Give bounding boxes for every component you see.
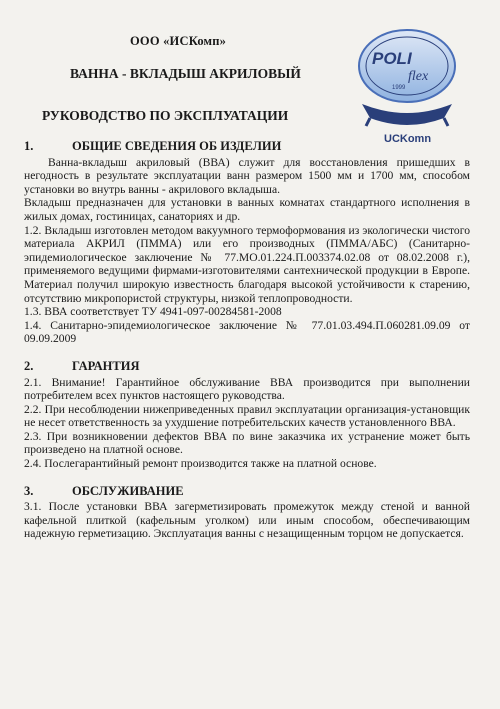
paragraph: 2.2. При несоблюдении нижеприведенных правил эксплуатации организация-установщик не несет ответственность за ухудшение потребительских качеств установленного ВВА. [24, 402, 470, 430]
paragraph: 1.4. Санитарно-эпидемиологическое заключение № 77.01.03.494.П.060281.09.09 от 09.09.2009 [24, 318, 470, 346]
logo-brand-top: POLI [372, 49, 412, 68]
product-title: ВАННА - ВКЛАДЫШ АКРИЛОВЫЙ [70, 66, 301, 81]
logo-brand-bottom: UCKomn [384, 133, 432, 145]
paragraph: 2.3. При возникновении дефектов ВВА по вине заказчика их устранение может быть произведено на платной основе. [24, 429, 470, 457]
logo-year: 1999 [392, 85, 406, 91]
paragraph: 1.3. ВВА соответствует ТУ 4941-097-00284581-2008 [24, 305, 282, 319]
paragraph: Ванна-вкладыш акриловый (ВВА) служит для восстановления пришедших в негодность в результате эксплуатации ванн размером 1500 мм и 1700 мм, способом установки во внутрь ванны - акрилового вкладыша. [24, 155, 470, 196]
section-heading-2: 2. ГАРАНТИЯ [24, 358, 140, 373]
company-name: ООО «ИСКомп» [130, 34, 227, 48]
paragraph: 2.1. Внимание! Гарантийное обслуживание ВВА производится при выполнении потребителем всех пунктов настоящего руководства. [24, 375, 470, 403]
paragraph: 1.2. Вкладыш изготовлен методом вакуумного термоформования из экологически чистого материала АКРИЛ (ПММА) или его производных (ПММА/АБС) (Санитарно-эпидемиологическое заключение № 77.МО.01.224.П.003374.02.08 от 08.02.2008 г.), применяемого ведущими фирмами-изготовителями сантехнической продукции в Европе. Материал получил широкую известность благодаря высокой устойчивости к старению, отсутствию микропористой структуры, низкой теплопроводности. [24, 223, 470, 305]
polyflex-logo [352, 18, 462, 148]
section-heading-3: 3. ОБСЛУЖИВАНИЕ [24, 483, 184, 498]
paragraph: 2.4. Послегарантийный ремонт производится также на платной основе. [24, 457, 377, 471]
section-heading-1: 1. ОБЩИЕ СВЕДЕНИЯ ОБ ИЗДЕЛИИ [24, 139, 282, 153]
manual-title: РУКОВОДСТВО ПО ЭКСПЛУАТАЦИИ [42, 108, 289, 123]
paragraph: Вкладыш предназначен для установки в ванных комнатах стандартного исполнения в жилых домах, гостиницах, санаториях и др. [24, 196, 470, 223]
document-body [24, 140, 470, 541]
bathtub-icon [362, 104, 452, 125]
logo-brand-script: flex [408, 69, 429, 84]
paragraph: 3.1. После установки ВВА загерметизировать промежуток между стеной и ванной кафельной плиткой (кафельным уголком) или иным способом, обеспечивающим надежную герметизацию. Эксплуатация ванны с незащищенным торцом не допускается. [24, 500, 470, 541]
